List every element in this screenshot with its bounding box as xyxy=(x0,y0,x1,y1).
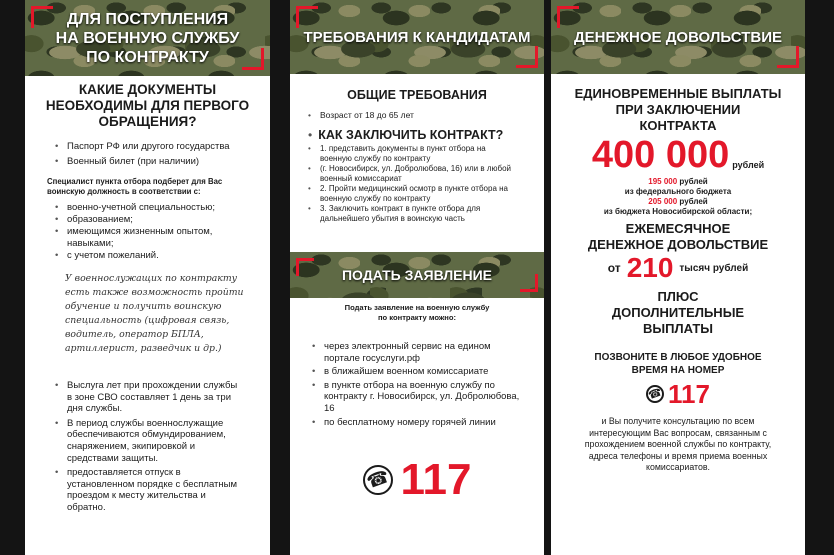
banner-title: ДЕНЕЖНОЕ ДОВОЛЬСТВИЕ xyxy=(573,28,783,46)
documents-list xyxy=(37,141,258,168)
list-item: • с учетом пожеланий. xyxy=(53,250,234,262)
list-item: • в ближайшем военном комиссариате xyxy=(310,366,520,378)
call-prompt-line-1: ПОЗВОНИТЕ В ЛЮБОЕ УДОБНОЕ xyxy=(594,352,762,363)
monthly-heading-line-2: ДЕНЕЖНОЕ ДОВОЛЬСТВИЕ xyxy=(587,237,769,252)
list-item: • имеющимся жизненным опытом, навыками; xyxy=(53,226,234,250)
extra-payments-line-2: ДОПОЛНИТЕЛЬНЫЕ xyxy=(611,305,745,320)
monthly-heading xyxy=(557,221,799,253)
regional-amount: 205 000 xyxy=(648,197,678,206)
call-prompt xyxy=(557,351,799,377)
phone-icon xyxy=(646,385,664,403)
consultation-text: и Вы получите консультацию по всем интересующим Вас вопросам, связанным с прохождением военной службы по контракту, адреса телефоны и время приема военных комиссариатов. xyxy=(584,416,772,472)
apply-ways xyxy=(298,341,536,428)
banner-title: ТРЕБОВАНИЯ К КАНДИДАТАМ xyxy=(303,28,531,46)
documents-heading xyxy=(37,82,258,130)
banner-corner-bottom-right xyxy=(516,46,538,68)
monthly-unit: тысяч рублей xyxy=(679,262,749,274)
banner-corner-top-left xyxy=(296,258,314,276)
budget-breakdown xyxy=(557,177,799,217)
banner-title-line-1: ДЛЯ ПОСТУПЛЕНИЯ xyxy=(66,10,229,28)
hotline-number[interactable]: 117 xyxy=(668,379,710,409)
banner-corner-bottom-right xyxy=(520,274,538,292)
general-requirements-heading: ОБЩИЕ ТРЕБОВАНИЯ xyxy=(347,88,487,102)
list-item: • Военный билет (при наличии) xyxy=(53,156,232,168)
big-amount-row xyxy=(557,136,799,174)
one-time-heading xyxy=(557,86,799,134)
panel-contract-enlistment xyxy=(25,0,270,555)
list-item: • 1. представить документы в пункт отбора на военную службу по контракту xyxy=(306,144,514,164)
monthly-from: от xyxy=(607,261,621,275)
list-item: • в пункте отбора на военную службу по контракту г. Новосибирск, ул. Добролюбова, 16 xyxy=(310,380,520,415)
training-note: У военнослужащих по контракту есть также возможность пройти обучение и получить воинскую специальность (цифровая связь, водитель, оператор БПЛА, артиллерист, разведчик и др.) xyxy=(65,273,244,354)
list-item: • Паспорт РФ или другого государства xyxy=(53,141,232,153)
list-item: • образованием; xyxy=(53,214,234,226)
contract-steps xyxy=(298,144,536,224)
extra-payments-line-3: ВЫПЛАТЫ xyxy=(643,321,713,336)
camo-banner xyxy=(25,0,270,76)
apply-intro-line-2: по контракту можно: xyxy=(377,313,457,322)
list-item: • Выслуга лет при прохождении службы в зоне СВО составляет 1 день за три дня службы. xyxy=(53,380,240,415)
apply-intro xyxy=(298,303,536,323)
banner-corner-bottom-right xyxy=(242,48,264,70)
banner-title-line-3: ПО КОНТРАКТУ xyxy=(86,48,209,66)
list-item: • по бесплатному номеру горячей линии xyxy=(310,417,520,429)
documents-heading-line-2: НЕОБХОДИМЫ ДЛЯ ПЕРВОГО xyxy=(45,98,250,113)
phone-icon xyxy=(363,465,393,495)
list-item: • военно-учетной специальностью; xyxy=(53,202,234,214)
call-prompt-line-2: ВРЕМЯ НА НОМЕР xyxy=(631,365,725,376)
monthly-amount: 210 xyxy=(626,252,674,283)
apply-banner-title: ПОДАТЬ ЗАЯВЛЕНИЕ xyxy=(341,266,493,283)
big-amount-unit: рублей xyxy=(732,160,765,170)
banner-corner-top-left xyxy=(296,6,318,28)
federal-source: из федерального бюджета xyxy=(624,187,732,196)
regional-source: из бюджета Новосибирской области; xyxy=(603,207,753,216)
monthly-amount-row xyxy=(557,253,799,283)
contract-heading xyxy=(298,128,536,142)
panel-pay xyxy=(551,0,805,555)
one-time-heading-line-1: ЕДИНОВРЕМЕННЫЕ ВЫПЛАТЫ xyxy=(574,86,782,101)
monthly-heading-line-1: ЕЖЕМЕСЯЧНОЕ xyxy=(625,221,731,236)
specialist-note: Специалист пункта отбора подберет для Вас воинскую должность в соответствии с: xyxy=(47,177,223,196)
hotline-block xyxy=(557,380,799,408)
list-item: • Возраст от 18 до 65 лет xyxy=(306,110,536,121)
benefits-list xyxy=(37,380,258,514)
extra-payments-line-1: ПЛЮС xyxy=(657,289,699,304)
bullet-icon: • xyxy=(308,128,313,142)
federal-amount: 195 000 xyxy=(648,177,678,186)
banner-title xyxy=(56,10,240,67)
apply-banner xyxy=(290,252,544,298)
hotline-block xyxy=(298,455,536,505)
one-time-heading-line-3: КОНТРАКТА xyxy=(639,118,717,133)
banner-corner-top-left xyxy=(557,6,579,28)
documents-heading-line-3: ОБРАЩЕНИЯ? xyxy=(98,114,197,129)
banner-corner-bottom-right xyxy=(777,46,799,68)
hotline-number[interactable]: 117 xyxy=(400,455,472,505)
banner-title-line-2: НА ВОЕННУЮ СЛУЖБУ xyxy=(55,29,240,47)
extra-payments-heading xyxy=(557,289,799,337)
list-item: • 2. Пройти медицинский осмотр в пункте отбора на военную службу по контракту xyxy=(306,184,514,204)
camo-banner xyxy=(290,0,544,74)
contract-heading-text: КАК ЗАКЛЮЧИТЬ КОНТРАКТ? xyxy=(318,128,504,142)
list-item: • 3. Заключить контракт в пункте отбора для дальнейшего убытия в воинскую часть xyxy=(306,204,514,224)
age-requirement xyxy=(298,110,536,121)
one-time-heading-line-2: ПРИ ЗАКЛЮЧЕНИИ xyxy=(615,102,741,117)
list-item: • В период службы военнослужащие обеспечиваются обмундированием, снаряжением, экипировкой и средствами защиты. xyxy=(53,418,240,464)
federal-unit: рублей xyxy=(679,177,708,186)
regional-unit: рублей xyxy=(679,197,708,206)
list-item: • предоставляется отпуск в установленном порядке с бесплатным проездом к месту жительства и обратно. xyxy=(53,467,240,513)
list-item: • через электронный сервис на едином портале госуслуги.рф xyxy=(310,341,520,364)
apply-intro-line-1: Подать заявление на военную службу xyxy=(344,303,490,312)
panel-candidate-requirements xyxy=(290,0,544,555)
banner-corner-top-left xyxy=(31,6,53,28)
list-item: • (г. Новосибирск, ул. Добролюбова, 16) или в любой военный комиссариат xyxy=(306,164,514,184)
big-amount: 400 000 xyxy=(591,134,730,176)
camo-banner xyxy=(551,0,805,74)
documents-heading-line-1: КАКИЕ ДОКУМЕНТЫ xyxy=(78,82,217,97)
criteria-list xyxy=(37,202,258,262)
